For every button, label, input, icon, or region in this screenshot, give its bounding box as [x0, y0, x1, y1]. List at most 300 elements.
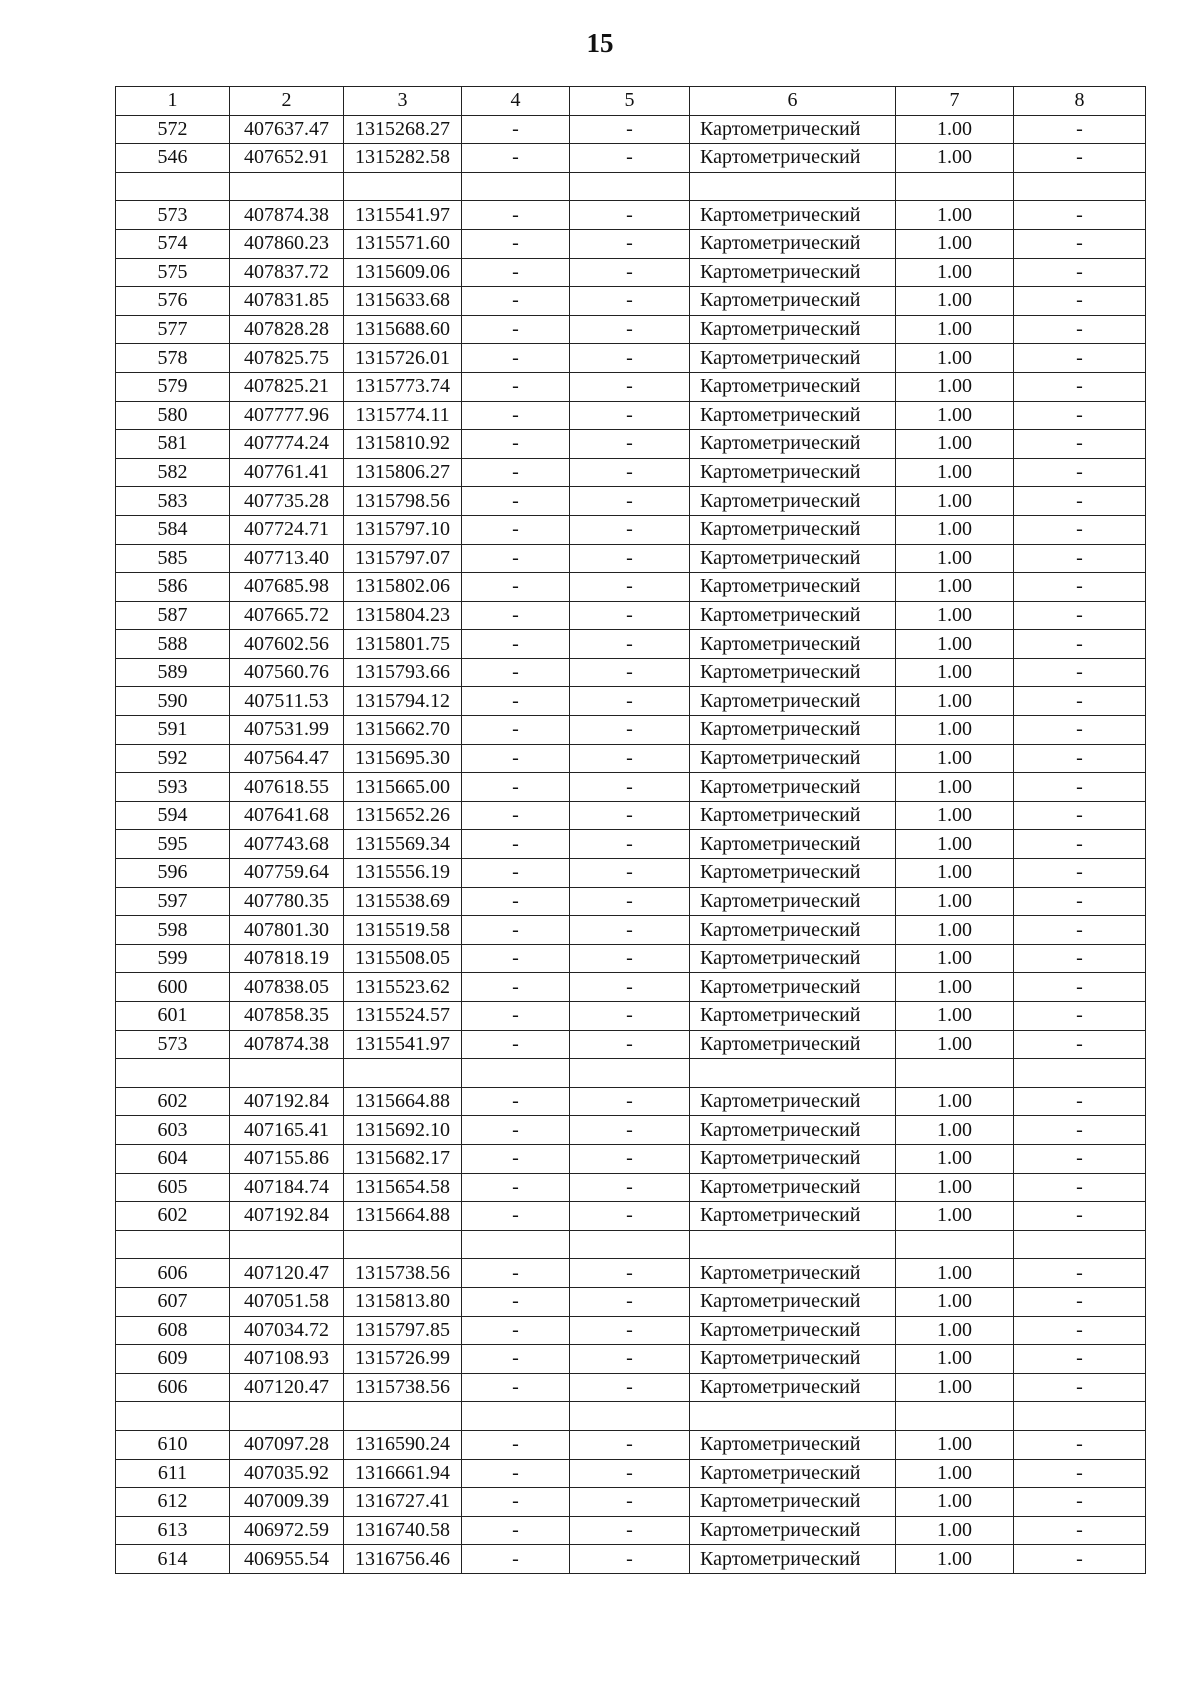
table-cell-col-3 [344, 1230, 462, 1259]
table-cell-col-6: Картометрический [690, 573, 896, 602]
table-cell-col-1: 612 [116, 1488, 230, 1517]
table-cell-col-2: 407531.99 [230, 716, 344, 745]
table-cell-col-2: 407777.96 [230, 401, 344, 430]
table-cell-col-5: - [570, 201, 690, 230]
table-cell-col-7: 1.00 [896, 973, 1014, 1002]
column-header: 6 [690, 87, 896, 116]
table-cell-col-5: - [570, 287, 690, 316]
table-cell-col-8: - [1014, 573, 1146, 602]
table-row [116, 487, 1146, 516]
table-cell-col-2: 407120.47 [230, 1259, 344, 1288]
table-row [116, 773, 1146, 802]
table-row [116, 1373, 1146, 1402]
separator-row [116, 172, 1146, 201]
table-cell-col-8: - [1014, 1545, 1146, 1574]
table-cell-col-1: 582 [116, 458, 230, 487]
table-cell-col-8 [1014, 1230, 1146, 1259]
table-row [116, 201, 1146, 230]
table-row [116, 115, 1146, 144]
table-cell-col-4: - [462, 515, 570, 544]
table-cell-col-6: Картометрический [690, 1488, 896, 1517]
table-cell-col-5: - [570, 401, 690, 430]
table-cell-col-3: 1315773.74 [344, 372, 462, 401]
table-row [116, 544, 1146, 573]
table-cell-col-8: - [1014, 744, 1146, 773]
table-cell-col-5: - [570, 1488, 690, 1517]
table-cell-col-2: 407618.55 [230, 773, 344, 802]
table-row [116, 830, 1146, 859]
table-cell-col-2: 407743.68 [230, 830, 344, 859]
table-cell-col-2: 407192.84 [230, 1087, 344, 1116]
table-cell-col-5: - [570, 115, 690, 144]
table-row [116, 744, 1146, 773]
column-header: 8 [1014, 87, 1146, 116]
table-cell-col-5: - [570, 1087, 690, 1116]
table-cell-col-8: - [1014, 1373, 1146, 1402]
table-cell-col-7: 1.00 [896, 887, 1014, 916]
table-cell-col-2: 407780.35 [230, 887, 344, 916]
table-cell-col-7: 1.00 [896, 1516, 1014, 1545]
table-cell-col-1: 595 [116, 830, 230, 859]
table-cell-col-5: - [570, 973, 690, 1002]
table-row [116, 1259, 1146, 1288]
table-row [116, 630, 1146, 659]
table-cell-col-7: 1.00 [896, 544, 1014, 573]
table-cell-col-3: 1315806.27 [344, 458, 462, 487]
table-cell-col-7: 1.00 [896, 1202, 1014, 1231]
table-cell-col-7: 1.00 [896, 1545, 1014, 1574]
table-cell-col-7: 1.00 [896, 687, 1014, 716]
table-cell-col-7: 1.00 [896, 1459, 1014, 1488]
table-cell-col-7: 1.00 [896, 916, 1014, 945]
table-cell-col-2: 407564.47 [230, 744, 344, 773]
table-cell-col-7 [896, 1230, 1014, 1259]
table-cell-col-4: - [462, 229, 570, 258]
table-cell-col-5: - [570, 1002, 690, 1031]
table-cell-col-6: Картометрический [690, 430, 896, 459]
table-row [116, 372, 1146, 401]
table-cell-col-1: 574 [116, 229, 230, 258]
table-cell-col-8: - [1014, 1030, 1146, 1059]
table-cell-col-1: 591 [116, 716, 230, 745]
table-cell-col-6: Картометрический [690, 887, 896, 916]
table-cell-col-3: 1315652.26 [344, 801, 462, 830]
table-cell-col-1: 589 [116, 658, 230, 687]
table-row [116, 1488, 1146, 1517]
table-cell-col-6: Картометрический [690, 544, 896, 573]
table-cell-col-6: Картометрический [690, 1087, 896, 1116]
table-cell-col-4: - [462, 1287, 570, 1316]
table-cell-col-8: - [1014, 315, 1146, 344]
table-cell-col-4: - [462, 859, 570, 888]
table-cell-col-2 [230, 1059, 344, 1088]
column-header: 3 [344, 87, 462, 116]
table-cell-col-7: 1.00 [896, 487, 1014, 516]
table-cell-col-4: - [462, 1002, 570, 1031]
table-cell-col-1: 587 [116, 601, 230, 630]
table-cell-col-4: - [462, 1316, 570, 1345]
table-cell-col-4: - [462, 973, 570, 1002]
table-cell-col-5: - [570, 1259, 690, 1288]
table-cell-col-1: 606 [116, 1259, 230, 1288]
table-cell-col-2: 407009.39 [230, 1488, 344, 1517]
table-cell-col-4: - [462, 1202, 570, 1231]
table-row [116, 1316, 1146, 1345]
table-cell-col-2: 407825.75 [230, 344, 344, 373]
table-cell-col-7: 1.00 [896, 1373, 1014, 1402]
table-cell-col-4: - [462, 287, 570, 316]
table-cell-col-5: - [570, 830, 690, 859]
table-cell-col-2: 407108.93 [230, 1345, 344, 1374]
table-cell-col-8: - [1014, 916, 1146, 945]
table-cell-col-3: 1316590.24 [344, 1430, 462, 1459]
table-cell-col-5: - [570, 344, 690, 373]
table-cell-col-3: 1315692.10 [344, 1116, 462, 1145]
separator-row [116, 1059, 1146, 1088]
table-row [116, 887, 1146, 916]
table-row [116, 1287, 1146, 1316]
table-cell-col-6: Картометрический [690, 1459, 896, 1488]
table-cell-col-5 [570, 1059, 690, 1088]
table-cell-col-8: - [1014, 658, 1146, 687]
table-cell-col-6: Картометрический [690, 344, 896, 373]
table-cell-col-6: Картометрический [690, 287, 896, 316]
table-cell-col-7: 1.00 [896, 1316, 1014, 1345]
table-cell-col-8: - [1014, 1116, 1146, 1145]
table-cell-col-2: 407825.21 [230, 372, 344, 401]
table-cell-col-7: 1.00 [896, 1287, 1014, 1316]
table-cell-col-3: 1315508.05 [344, 944, 462, 973]
table-cell-col-8: - [1014, 201, 1146, 230]
table-row [116, 1173, 1146, 1202]
table-cell-col-3: 1315810.92 [344, 430, 462, 459]
table-cell-col-7: 1.00 [896, 744, 1014, 773]
table-cell-col-8: - [1014, 1259, 1146, 1288]
table-cell-col-4: - [462, 573, 570, 602]
table-cell-col-8 [1014, 1059, 1146, 1088]
table-row [116, 1030, 1146, 1059]
table-cell-col-6: Картометрический [690, 515, 896, 544]
table-cell-col-7: 1.00 [896, 1144, 1014, 1173]
table-cell-col-3: 1316661.94 [344, 1459, 462, 1488]
table-cell-col-3: 1315664.88 [344, 1087, 462, 1116]
table-row [116, 859, 1146, 888]
table-cell-col-1: 598 [116, 916, 230, 945]
table-cell-col-5: - [570, 716, 690, 745]
table-cell-col-7: 1.00 [896, 773, 1014, 802]
table-cell-col-1: 581 [116, 430, 230, 459]
table-cell-col-3: 1315664.88 [344, 1202, 462, 1231]
table-cell-col-6: Картометрический [690, 1516, 896, 1545]
table-cell-col-4: - [462, 544, 570, 573]
table-cell-col-2: 407831.85 [230, 287, 344, 316]
table-cell-col-3: 1315794.12 [344, 687, 462, 716]
table-row [116, 229, 1146, 258]
table-cell-col-3: 1315571.60 [344, 229, 462, 258]
table-row [116, 973, 1146, 1002]
table-cell-col-6: Картометрический [690, 115, 896, 144]
table-cell-col-7: 1.00 [896, 401, 1014, 430]
table-cell-col-5: - [570, 801, 690, 830]
table-cell-col-5: - [570, 1373, 690, 1402]
table-cell-col-8: - [1014, 344, 1146, 373]
table-header-row [116, 87, 1146, 116]
table-cell-col-3: 1315541.97 [344, 201, 462, 230]
table-cell-col-5: - [570, 1516, 690, 1545]
table-cell-col-4: - [462, 1173, 570, 1202]
table-cell-col-7: 1.00 [896, 372, 1014, 401]
table-cell-col-2: 407759.64 [230, 859, 344, 888]
table-cell-col-4: - [462, 916, 570, 945]
table-cell-col-3: 1315662.70 [344, 716, 462, 745]
table-cell-col-6: Картометрический [690, 1116, 896, 1145]
column-header: 5 [570, 87, 690, 116]
table-cell-col-5: - [570, 458, 690, 487]
table-cell-col-8: - [1014, 773, 1146, 802]
table-cell-col-5: - [570, 1030, 690, 1059]
table-cell-col-6: Картометрический [690, 630, 896, 659]
table-cell-col-8: - [1014, 1002, 1146, 1031]
table-cell-col-7: 1.00 [896, 458, 1014, 487]
table-cell-col-1 [116, 172, 230, 201]
table-cell-col-4: - [462, 687, 570, 716]
table-cell-col-7: 1.00 [896, 801, 1014, 830]
table-cell-col-7: 1.00 [896, 716, 1014, 745]
table-cell-col-4: - [462, 1545, 570, 1574]
table-cell-col-3: 1315609.06 [344, 258, 462, 287]
table-cell-col-6 [690, 1230, 896, 1259]
table-row [116, 916, 1146, 945]
table-row [116, 315, 1146, 344]
table-cell-col-5: - [570, 487, 690, 516]
table-row [116, 1087, 1146, 1116]
table-cell-col-3 [344, 1402, 462, 1431]
table-cell-col-2: 407837.72 [230, 258, 344, 287]
column-header: 1 [116, 87, 230, 116]
table-cell-col-1: 596 [116, 859, 230, 888]
table-cell-col-2: 407652.91 [230, 144, 344, 173]
table-cell-col-5: - [570, 372, 690, 401]
table-cell-col-3: 1315569.34 [344, 830, 462, 859]
table-cell-col-6: Картометрический [690, 916, 896, 945]
table-cell-col-4: - [462, 258, 570, 287]
table-cell-col-5: - [570, 544, 690, 573]
table-cell-col-4: - [462, 487, 570, 516]
table-cell-col-3: 1315738.56 [344, 1259, 462, 1288]
table-cell-col-3: 1315802.06 [344, 573, 462, 602]
table-cell-col-1: 546 [116, 144, 230, 173]
table-cell-col-4: - [462, 658, 570, 687]
table-body [116, 115, 1146, 1573]
table-cell-col-7: 1.00 [896, 1488, 1014, 1517]
table-cell-col-2: 407838.05 [230, 973, 344, 1002]
table-cell-col-5: - [570, 944, 690, 973]
table-cell-col-3: 1315798.56 [344, 487, 462, 516]
table-cell-col-6: Картометрический [690, 1202, 896, 1231]
table-cell-col-4: - [462, 830, 570, 859]
table-cell-col-2: 407051.58 [230, 1287, 344, 1316]
table-cell-col-4: - [462, 944, 570, 973]
table-cell-col-5 [570, 1230, 690, 1259]
table-cell-col-5: - [570, 1202, 690, 1231]
table-cell-col-2: 407774.24 [230, 430, 344, 459]
table-cell-col-8: - [1014, 687, 1146, 716]
table-cell-col-7: 1.00 [896, 1259, 1014, 1288]
table-cell-col-3: 1315688.60 [344, 315, 462, 344]
table-cell-col-5: - [570, 687, 690, 716]
table-cell-col-1: 608 [116, 1316, 230, 1345]
table-cell-col-1: 599 [116, 944, 230, 973]
table-cell-col-7: 1.00 [896, 430, 1014, 459]
table-cell-col-4: - [462, 801, 570, 830]
table-cell-col-8: - [1014, 1488, 1146, 1517]
table-cell-col-1: 613 [116, 1516, 230, 1545]
table-cell-col-2: 407801.30 [230, 916, 344, 945]
table-cell-col-1: 602 [116, 1202, 230, 1231]
table-cell-col-3: 1315541.97 [344, 1030, 462, 1059]
table-cell-col-3: 1316727.41 [344, 1488, 462, 1517]
table-cell-col-3: 1315654.58 [344, 1173, 462, 1202]
table-cell-col-1: 602 [116, 1087, 230, 1116]
table-cell-col-4 [462, 1402, 570, 1431]
table-cell-col-3: 1315665.00 [344, 773, 462, 802]
table-cell-col-8: - [1014, 716, 1146, 745]
table-cell-col-3: 1315633.68 [344, 287, 462, 316]
table-cell-col-6: Картометрический [690, 1173, 896, 1202]
table-cell-col-5: - [570, 1116, 690, 1145]
table-cell-col-2: 407858.35 [230, 1002, 344, 1031]
table-cell-col-4: - [462, 372, 570, 401]
table-cell-col-3: 1315738.56 [344, 1373, 462, 1402]
table-cell-col-7 [896, 1059, 1014, 1088]
table-cell-col-1: 601 [116, 1002, 230, 1031]
table-cell-col-1: 590 [116, 687, 230, 716]
table-cell-col-3: 1315793.66 [344, 658, 462, 687]
table-cell-col-3: 1315524.57 [344, 1002, 462, 1031]
table-cell-col-3: 1315682.17 [344, 1144, 462, 1173]
table-cell-col-6: Картометрический [690, 1545, 896, 1574]
table-cell-col-2: 407192.84 [230, 1202, 344, 1231]
table-cell-col-7: 1.00 [896, 201, 1014, 230]
table-cell-col-2: 407637.47 [230, 115, 344, 144]
table-cell-col-5: - [570, 744, 690, 773]
table-cell-col-5: - [570, 859, 690, 888]
table-cell-col-7: 1.00 [896, 229, 1014, 258]
table-cell-col-8: - [1014, 487, 1146, 516]
table-cell-col-7: 1.00 [896, 1430, 1014, 1459]
table-cell-col-1: 594 [116, 801, 230, 830]
table-row [116, 1202, 1146, 1231]
table-cell-col-1: 611 [116, 1459, 230, 1488]
coordinates-table [115, 86, 1146, 1574]
table-cell-col-1: 604 [116, 1144, 230, 1173]
table-cell-col-7: 1.00 [896, 573, 1014, 602]
table-cell-col-2: 407511.53 [230, 687, 344, 716]
table-cell-col-5: - [570, 1287, 690, 1316]
table-cell-col-4: - [462, 1488, 570, 1517]
table-cell-col-4: - [462, 601, 570, 630]
table-cell-col-4: - [462, 144, 570, 173]
table-cell-col-5: - [570, 658, 690, 687]
table-row [116, 687, 1146, 716]
table-cell-col-4: - [462, 744, 570, 773]
table-row [116, 801, 1146, 830]
table-cell-col-8: - [1014, 801, 1146, 830]
table-cell-col-5: - [570, 1144, 690, 1173]
table-cell-col-7: 1.00 [896, 515, 1014, 544]
table-cell-col-2: 407034.72 [230, 1316, 344, 1345]
table-cell-col-3: 1315556.19 [344, 859, 462, 888]
table-row [116, 1545, 1146, 1574]
table-cell-col-6: Картометрический [690, 1259, 896, 1288]
table-cell-col-2: 407641.68 [230, 801, 344, 830]
table-row [116, 658, 1146, 687]
table-cell-col-6: Картометрический [690, 1030, 896, 1059]
table-cell-col-1: 605 [116, 1173, 230, 1202]
table-cell-col-1: 600 [116, 973, 230, 1002]
table-cell-col-6: Картометрический [690, 144, 896, 173]
table-cell-col-4: - [462, 1087, 570, 1116]
table-row [116, 515, 1146, 544]
table-row [116, 401, 1146, 430]
table-cell-col-7: 1.00 [896, 1173, 1014, 1202]
table-cell-col-7: 1.00 [896, 830, 1014, 859]
table-row [116, 258, 1146, 287]
table-cell-col-6: Картометрический [690, 1316, 896, 1345]
table-row [116, 601, 1146, 630]
table-cell-col-8: - [1014, 1144, 1146, 1173]
table-cell-col-2 [230, 1402, 344, 1431]
table-cell-col-8: - [1014, 887, 1146, 916]
table-cell-col-7: 1.00 [896, 658, 1014, 687]
table-cell-col-8: - [1014, 229, 1146, 258]
table-cell-col-8: - [1014, 287, 1146, 316]
table-cell-col-4 [462, 1059, 570, 1088]
table-cell-col-6: Картометрический [690, 658, 896, 687]
table-row [116, 1144, 1146, 1173]
table-cell-col-4: - [462, 201, 570, 230]
table-cell-col-6: Картометрический [690, 1144, 896, 1173]
table-cell-col-3: 1315726.01 [344, 344, 462, 373]
column-header: 4 [462, 87, 570, 116]
table-cell-col-1: 607 [116, 1287, 230, 1316]
table-row [116, 1002, 1146, 1031]
table-cell-col-1: 573 [116, 1030, 230, 1059]
table-cell-col-6: Картометрический [690, 744, 896, 773]
table-cell-col-2: 407602.56 [230, 630, 344, 659]
table-cell-col-6: Картометрический [690, 201, 896, 230]
table-cell-col-8: - [1014, 973, 1146, 1002]
table-cell-col-4: - [462, 887, 570, 916]
table-cell-col-8 [1014, 172, 1146, 201]
table-cell-col-5: - [570, 430, 690, 459]
table-cell-col-7: 1.00 [896, 1345, 1014, 1374]
table-cell-col-8: - [1014, 1202, 1146, 1231]
table-cell-col-4: - [462, 115, 570, 144]
table-cell-col-2: 407828.28 [230, 315, 344, 344]
table-cell-col-1: 593 [116, 773, 230, 802]
table-cell-col-5: - [570, 1545, 690, 1574]
table-cell-col-2: 407860.23 [230, 229, 344, 258]
table-cell-col-5: - [570, 515, 690, 544]
table-cell-col-1 [116, 1402, 230, 1431]
table-cell-col-4: - [462, 1030, 570, 1059]
table-cell-col-3: 1315282.58 [344, 144, 462, 173]
table-cell-col-2: 407735.28 [230, 487, 344, 516]
table-cell-col-1: 585 [116, 544, 230, 573]
table-cell-col-5: - [570, 1173, 690, 1202]
table-cell-col-8: - [1014, 944, 1146, 973]
